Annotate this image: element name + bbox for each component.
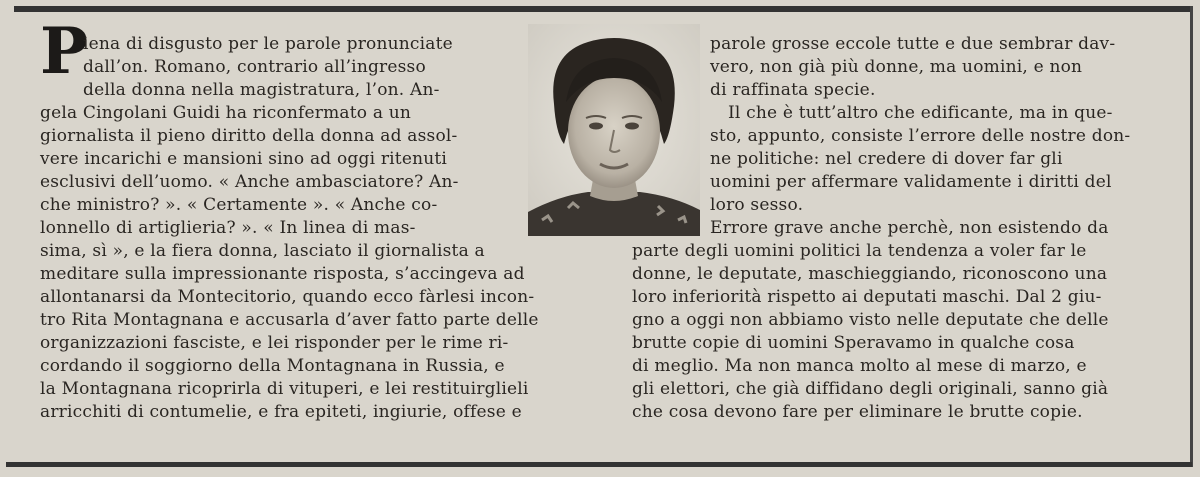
drop-cap: P: [40, 14, 89, 89]
text-line: che cosa devono fare per eliminare le brutte copie.: [632, 402, 1083, 422]
text-line: cordando il soggiorno della Montagnana in Russia, e: [40, 356, 505, 376]
text-line: gela Cingolani Guidi ha riconfermato a un: [40, 103, 412, 123]
text-line: Il che è tutt’altro che edificante, ma in que-: [728, 103, 1113, 123]
text-line: allontanarsi da Montecitorio, quando ecco fàrlesi incon-: [40, 287, 535, 307]
right-border-rule: [1190, 6, 1193, 467]
text-line: tro Rita Montagnana e accusarla d’aver fatto parte delle: [40, 310, 539, 330]
text-line: lonnello di artiglieria? ». « In linea di mas-: [40, 218, 416, 238]
text-line: brutte copie di uomini Speravamo in qualche cosa: [632, 333, 1075, 353]
text-line: organizzazioni fasciste, e lei risponder per le rime ri-: [40, 333, 509, 353]
text-line: meditare sulla impressionante risposta, s’accingeva ad: [40, 264, 525, 284]
text-line: la Montagnana ricoprirla di vituperi, e lei restituirglieli: [40, 379, 529, 399]
text-line: parole grosse eccole tutte e due sembrar dav-: [710, 34, 1116, 54]
text-line: ne politiche: nel credere di dover far gli: [710, 149, 1063, 169]
text-line: esclusivi dell’uomo. « Anche ambasciatore? An-: [40, 172, 459, 192]
text-line: vere incarichi e mansioni sino ad oggi ritenuti: [40, 149, 448, 169]
portrait-photo: [528, 24, 700, 236]
text-line: iena di disgusto per le parole pronunciate: [83, 34, 453, 54]
text-line: della donna nella magistratura, l’on. An-: [83, 80, 440, 100]
text-line: arricchiti di contumelie, e fra epiteti, ingiurie, offese e: [40, 402, 522, 422]
text-line: gli elettori, che già diffidano degli originali, sanno già: [632, 379, 1109, 399]
bottom-border-rule: [6, 462, 1192, 467]
text-line: che ministro? ». « Certamente ». « Anche co-: [40, 195, 438, 215]
text-line: di meglio. Ma non manca molto al mese di marzo, e: [632, 356, 1087, 376]
text-line: gno a oggi non abbiamo visto nelle deputate che delle: [632, 310, 1109, 330]
text-line: di raffinata specie.: [710, 80, 876, 100]
text-line: giornalista il pieno diritto della donna ad assol-: [40, 126, 458, 146]
text-line: loro sesso.: [710, 195, 804, 215]
text-line: Errore grave anche perchè, non esistendo da: [710, 218, 1109, 238]
text-line: donne, le deputate, maschieggiando, riconoscono una: [632, 264, 1108, 284]
text-line: sima, sì », e la fiera donna, lasciato il giornalista a: [40, 241, 485, 261]
text-line: loro inferiorità rispetto ai deputati maschi. Dal 2 giu-: [632, 287, 1102, 307]
text-line: uomini per affermare validamente i diritti del: [710, 172, 1112, 192]
text-line: vero, non già più donne, ma uomini, e non: [710, 57, 1083, 77]
text-line: parte degli uomini politici la tendenza a voler far le: [632, 241, 1087, 261]
text-line: sto, appunto, consiste l’errore delle nostre don-: [710, 126, 1131, 146]
text-line: dall’on. Romano, contrario all’ingresso: [83, 57, 426, 77]
top-border-rule: [14, 6, 1192, 12]
